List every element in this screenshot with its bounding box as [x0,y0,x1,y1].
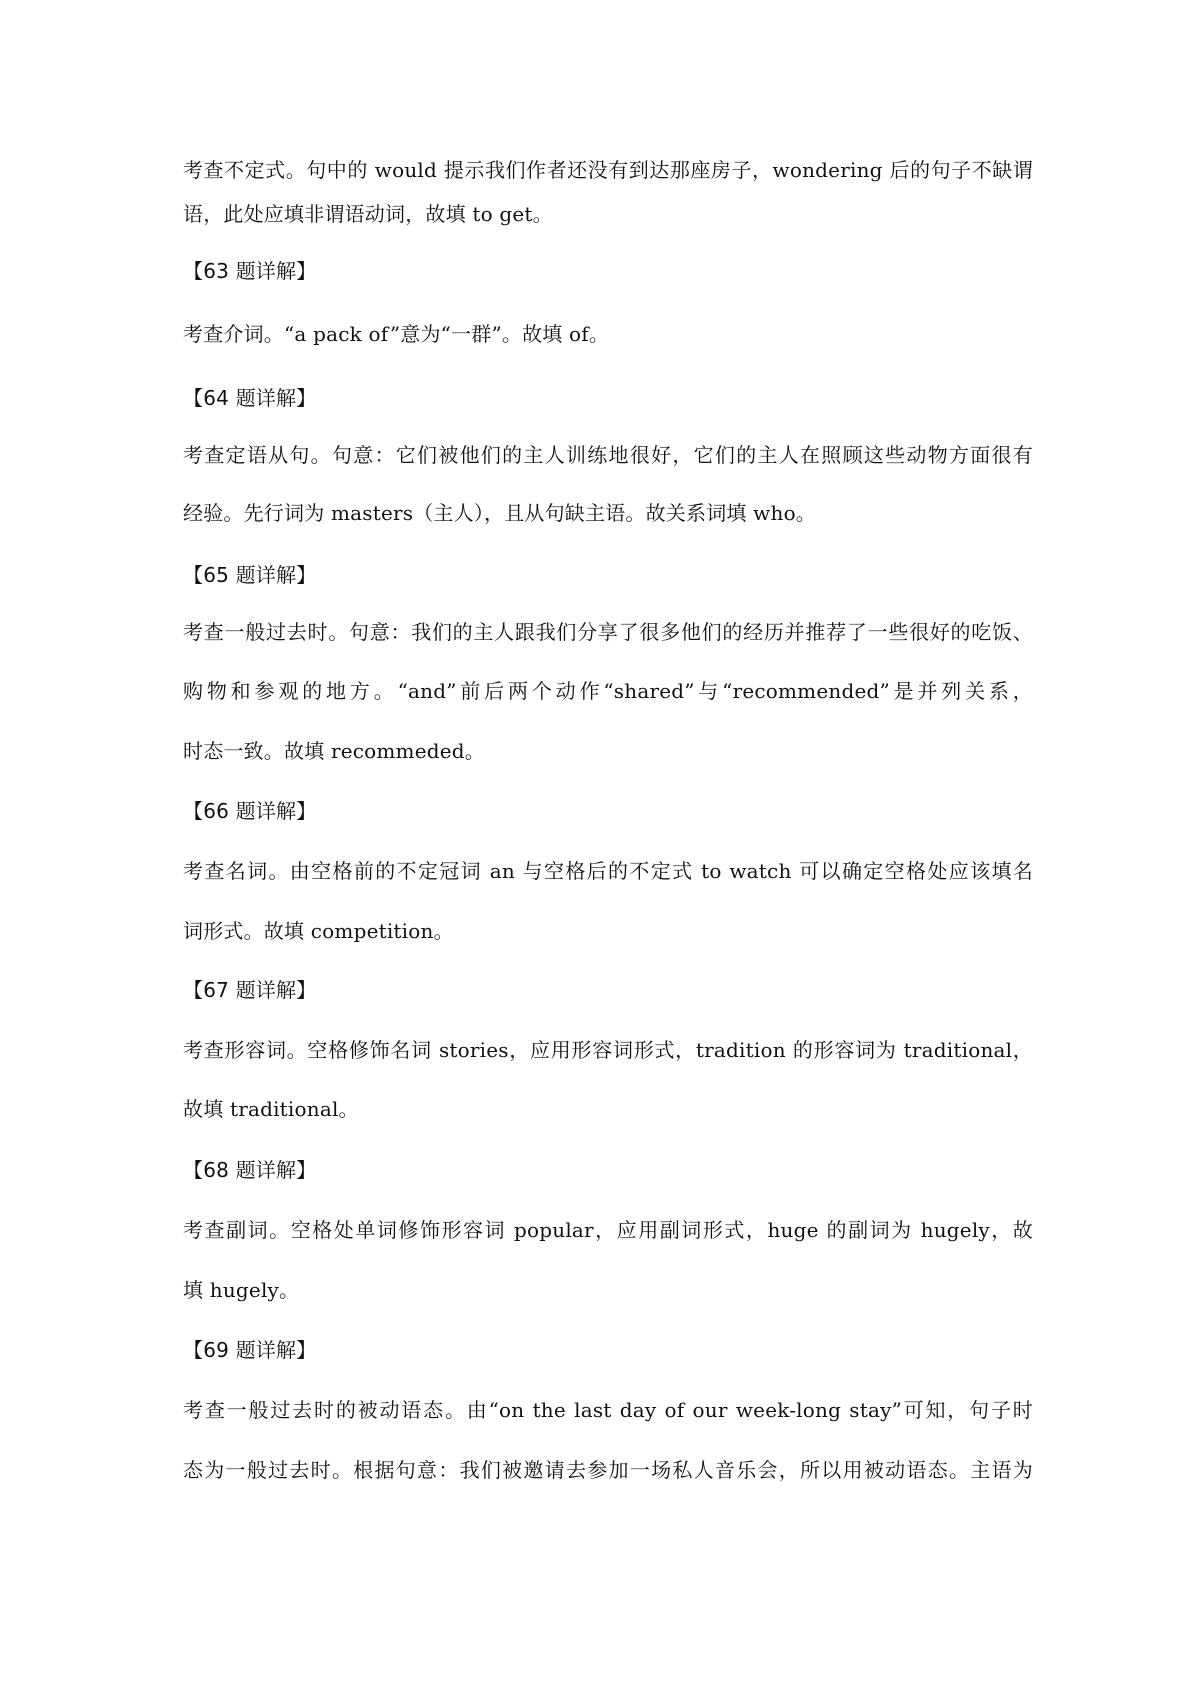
paragraph-line: 考查形容词。空格修饰名词 stories，应用形容词形式，tradition 的形容词为 traditional， [183,1038,1033,1062]
paragraph-line: 考查名词。由空格前的不定冠词 an 与空格后的不定式 to watch 可以确定空格处应该填名 [183,859,1033,883]
section-heading-67: 【67 题详解】 [183,978,317,1002]
paragraph-line: 考查定语从句。句意：它们被他们的主人训练地很好，它们的主人在照顾这些动物方面很有 [183,443,1033,467]
paragraph-line: 考查一般过去时。句意：我们的主人跟我们分享了很多他们的经历并推荐了一些很好的吃饭、 [183,620,1033,644]
paragraph-line: 故填 traditional。 [183,1097,359,1121]
section-heading-63: 【63 题详解】 [183,259,317,283]
paragraph-line: 考查一般过去时的被动语态。由“on the last day of our week-long stay”可知，句子时 [183,1398,1033,1422]
section-heading-64: 【64 题详解】 [183,386,317,410]
paragraph-line: 考查介词。“a pack of”意为“一群”。故填 of。 [183,322,610,346]
section-heading-68: 【68 题详解】 [183,1158,317,1182]
section-heading-69: 【69 题详解】 [183,1338,317,1362]
section-heading-65: 【65 题详解】 [183,563,317,587]
paragraph-line: 时态一致。故填 recommeded。 [183,739,486,763]
paragraph-line: 经验。先行词为 masters（主人），且从句缺主语。故关系词填 who。 [183,501,817,525]
paragraph-line: 词形式。故填 competition。 [183,919,454,943]
paragraph-line: 考查不定式。句中的 would 提示我们作者还没有到达那座房子，wondering 后的句子不缺谓 [183,158,1033,182]
paragraph-line: 考查副词。空格处单词修饰形容词 popular，应用副词形式，huge 的副词为 hugely，故 [183,1218,1033,1242]
paragraph-line: 语，此处应填非谓语动词，故填 to get。 [183,202,553,226]
paragraph-line: 购物和参观的地方。“and”前后两个动作“shared”与“recommended”是并列关系， [183,679,1033,703]
paragraph-line: 态为一般过去时。根据句意：我们被邀请去参加一场私人音乐会，所以用被动语态。主语为 [183,1458,1033,1482]
paragraph-line: 填 hugely。 [183,1278,300,1302]
section-heading-66: 【66 题详解】 [183,799,317,823]
